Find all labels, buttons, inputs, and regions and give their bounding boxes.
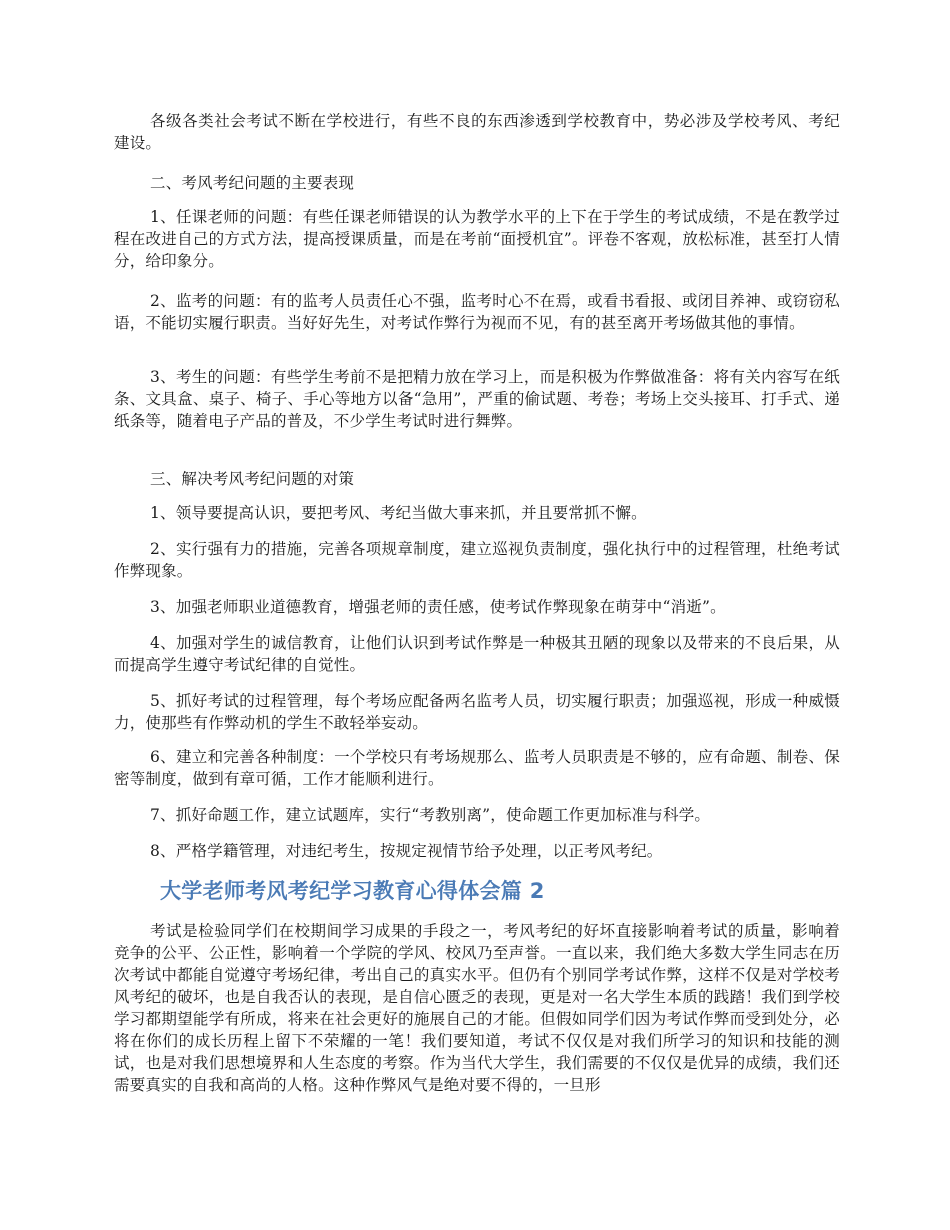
paragraph-invigilator-problem: 2、监考的问题：有的监考人员责任心不强，监考时心不在焉，或看书看报、或闭目养神、或窃窃私语，不能切实履行职责。当好好先生，对考试作弊行为视而不见，有的甚至离开考场做其他的事情。 [114,292,840,332]
subheading-manifestations: 二、考风考纪问题的主要表现 [150,174,355,192]
paragraph-measure-1: 1、领导要提高认识，要把考风、考纪当做大事来抓，并且要常抓不懈。 [150,504,647,522]
paragraph-measure-3: 3、加强老师职业道德教育，增强老师的责任感，使考试作弊现象在萌芽中“消逝”。 [150,598,726,616]
paragraph-teacher-problem: 1、任课老师的问题：有些任课老师错误的认为教学水平的上下在于学生的考试成绩，不是在教学过程在改进自己的方式方法，提高授课质量，而是在考前“面授机宜”。评卷不客观，放松标准，甚至打人情分，给印象分。 [114,208,840,270]
paragraph-measure-2: 2、实行强有力的措施，完善各项规章制度，建立巡视负责制度，强化执行中的过程管理，杜绝考试作弊现象。 [114,540,840,580]
section-title: 大学老师考风考纪学习教育心得体会篇 2 [160,879,545,903]
paragraph-measure-4: 4、加强对学生的诚信教育，让他们认识到考试作弊是一种极其丑陋的现象以及带来的不良后果，从而提高学生遵守考试纪律的自觉性。 [114,634,840,674]
paragraph-student-problem: 3、考生的问题：有些学生考前不是把精力放在学习上，而是积极为作弊做准备：将有关内容写在纸条、文具盒、桌子、椅子、手心等地方以备“急用”，严重的偷试题、考卷；考场上交头接耳、打手式、递纸条等，随着电子产品的普及，不少学生考试时进行舞弊。 [114,368,840,430]
paragraph-measure-8: 8、严格学籍管理，对违纪考生，按规定视情节给予处理，以正考风考纪。 [150,842,663,860]
section-body: 考试是检验同学们在校期间学习成果的手段之一，考风考纪的好坏直接影响着考试的质量，影响着竞争的公平、公正性，影响着一个学院的学风、校风乃至声誉。一直以来，我们绝大多数大学生同志在历次考试中都能自觉遵守考场纪律，考出自己的真实水平。但仍有个别同学考试作弊，这样不仅是对学校考风考纪的破坏，也是自我否认的表现，是自信心匮乏的表现，更是对一名大学生本质的践踏！我们到学校学习都期望能学有所成，将来在社会更好的施展自己的才能。但假如同学们因为考试作弊而受到处分，必将在你们的成长历程上留下不荣耀的一笔！我们要知道，考试不仅仅是对我们所学习的知识和技能的测试，也是对我们思想境界和人生态度的考察。作为当代大学生，我们需要的不仅仅是优异的成绩，我们还需要真实的自我和高尚的人格。这种作弊风气是绝对要不得的，一旦形 [114,922,840,1094]
paragraph-measure-6: 6、建立和完善各种制度：一个学校只有考场规那么、监考人员职责是不够的，应有命题、制卷、保密等制度，做到有章可循，工作才能顺利进行。 [114,748,840,788]
subheading-countermeasures: 三、解决考风考纪问题的对策 [150,470,355,488]
paragraph-measure-5: 5、抓好考试的过程管理，每个考场应配备两名监考人员，切实履行职责；加强巡视，形成一种威慑力，使那些有作弊动机的学生不敢轻举妄动。 [114,692,840,732]
paragraph-measure-7: 7、抓好命题工作，建立试题库，实行“考教别离”，使命题工作更加标准与科学。 [150,806,711,824]
paragraph-intro: 各级各类社会考试不断在学校进行，有些不良的东西渗透到学校教育中，势必涉及学校考风、考纪建设。 [114,112,840,152]
